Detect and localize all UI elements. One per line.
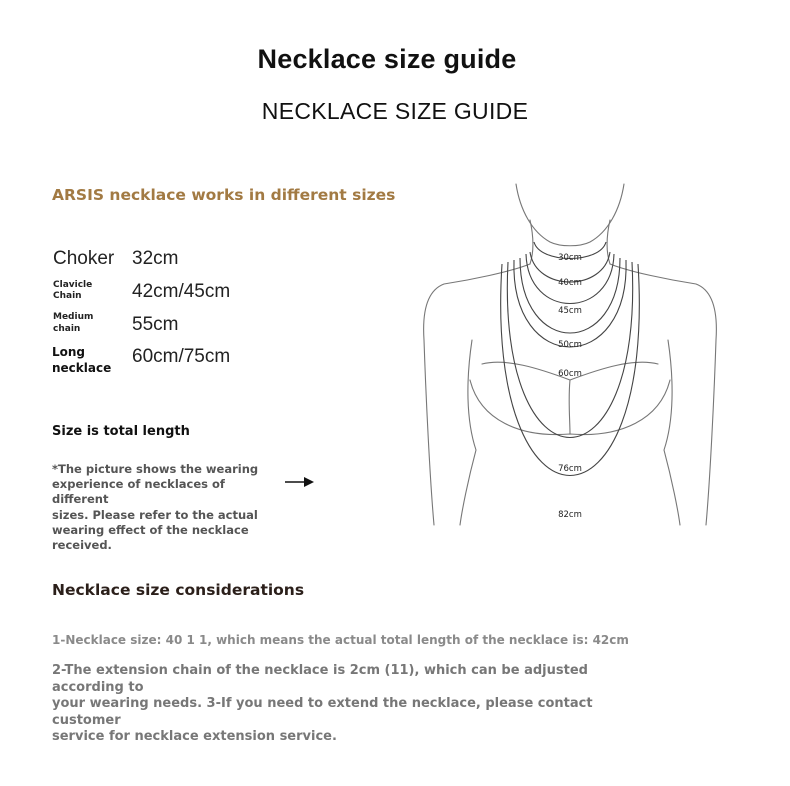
label-40cm: 40cm xyxy=(558,278,582,288)
necklace-lengths-figure xyxy=(410,180,730,530)
size-value: 55cm xyxy=(132,314,179,335)
right-arrow-icon xyxy=(284,474,316,490)
size-row-choker xyxy=(52,246,352,276)
left-torso xyxy=(460,340,476,525)
label-30cm: 30cm xyxy=(558,253,582,263)
total-length-note: Size is total length xyxy=(52,424,190,439)
collarbone-right xyxy=(570,362,658,380)
size-name: Clavicle xyxy=(53,280,93,290)
necklace-50-curve xyxy=(520,258,620,333)
picture-note-line: sizes. Please refer to the actual xyxy=(52,507,258,522)
label-82cm: 82cm xyxy=(558,510,582,520)
label-60cm: 60cm xyxy=(558,369,582,379)
left-shoulder xyxy=(424,264,530,525)
picture-note-line: experience of necklaces of different xyxy=(52,477,225,507)
collarbone-left xyxy=(482,362,570,380)
size-value: 32cm xyxy=(132,248,179,269)
consideration-line: service for necklace extension service. xyxy=(52,729,337,744)
size-name: Choker xyxy=(53,248,115,269)
size-name: chain xyxy=(53,324,81,334)
size-value: 42cm/45cm xyxy=(132,281,231,302)
size-name: Medium xyxy=(53,312,94,322)
size-name: Long xyxy=(52,345,86,359)
picture-note xyxy=(52,462,284,553)
consideration-line: 2-The extension chain of the necklace is 2cm (11), which can be adjusted according to xyxy=(52,663,588,695)
right-shoulder xyxy=(610,264,716,525)
size-row-medium xyxy=(52,312,352,342)
cleavage xyxy=(569,380,570,434)
considerations-heading: Necklace size considerations xyxy=(52,581,305,599)
size-name: Chain xyxy=(53,291,82,301)
size-row-long xyxy=(52,344,352,374)
consideration-point-2 xyxy=(52,663,652,746)
picture-note-line: received. xyxy=(52,538,112,553)
consideration-line: your wearing needs. 3-If you need to extend the necklace, please contact customer xyxy=(52,696,593,728)
label-76cm: 76cm xyxy=(558,464,582,474)
brand-sizes-heading: ARSIS necklace works in different sizes xyxy=(52,186,396,204)
size-row-clavicle xyxy=(52,279,352,309)
size-value: 60cm/75cm xyxy=(132,346,231,367)
right-torso xyxy=(664,340,680,525)
label-45cm: 45cm xyxy=(558,306,582,316)
size-name: necklace xyxy=(52,361,112,375)
label-50cm: 50cm xyxy=(558,340,582,350)
picture-note-line: wearing effect of the necklace xyxy=(52,522,249,537)
picture-note-line: *The picture shows the wearing xyxy=(52,462,259,476)
page-subtitle: NECKLACE SIZE GUIDE xyxy=(261,98,529,124)
consideration-point-1: 1-Necklace size: 40 1 1, which means the actual total length of the necklace is: 42cm xyxy=(52,633,629,647)
page-title: Necklace size guide xyxy=(257,44,517,74)
